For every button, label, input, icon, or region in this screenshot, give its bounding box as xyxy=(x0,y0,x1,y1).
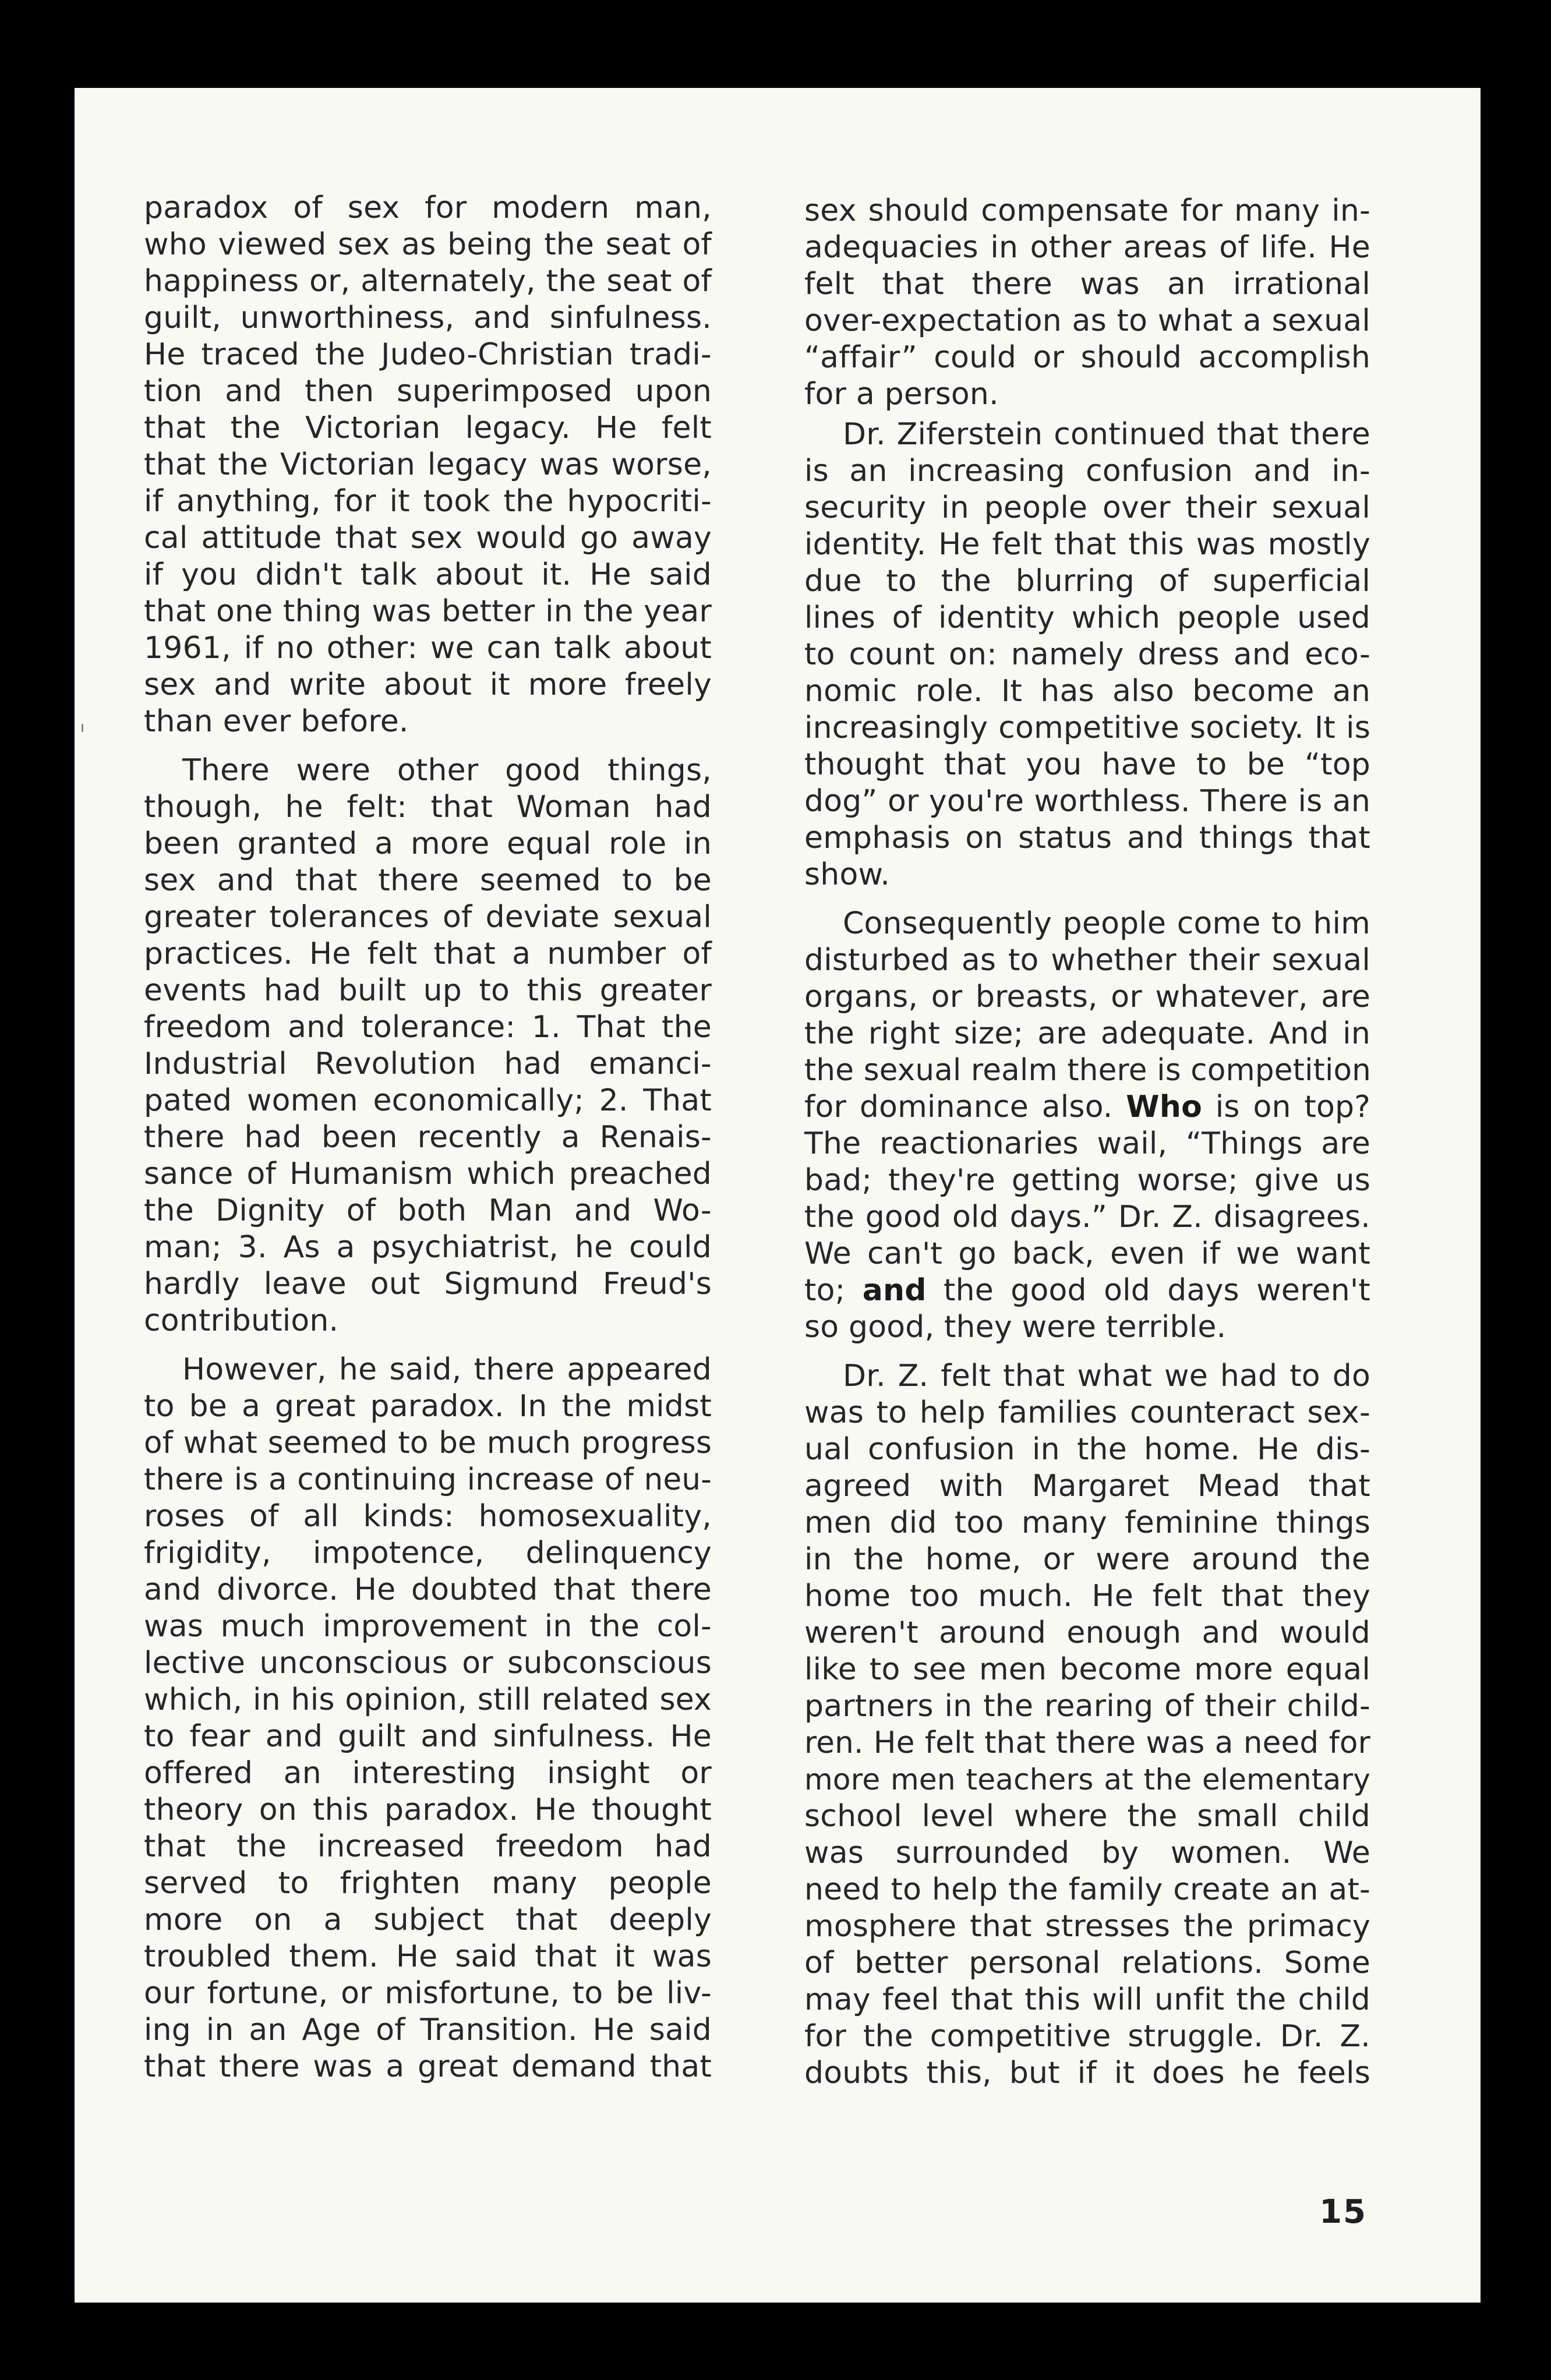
text-line: freedom and tolerance: 1. That the xyxy=(144,1010,712,1045)
text-line: than ever before. xyxy=(144,704,409,739)
page-number: 15 xyxy=(1319,2193,1367,2231)
text-line: is an increasing confusion and in- xyxy=(804,454,1370,489)
text-line: may feel that this will unfit the child xyxy=(804,1982,1370,2017)
paragraph-first-line: However, he said, there appeared xyxy=(182,1352,712,1387)
text-line: in the home, or were around the xyxy=(804,1542,1370,1577)
text-line: paradox of sex for modern man, xyxy=(144,190,712,225)
text-line: lines of identity which people used xyxy=(804,600,1370,635)
text-line: and divorce. He doubted that there xyxy=(144,1572,712,1607)
text-line: bad; they're getting worse; give us xyxy=(804,1163,1370,1198)
text-line: the Dignity of both Man and Wo- xyxy=(144,1193,712,1228)
text-line: agreed with Margaret Mead that xyxy=(804,1469,1370,1504)
text-line: partners in the rearing of their child- xyxy=(804,1689,1370,1724)
text-line: frigidity, impotence, delinquency xyxy=(144,1536,712,1571)
text-segment: for dominance also. xyxy=(804,1090,1126,1124)
text-line: if anything, for it took the hypocriti- xyxy=(144,484,712,519)
text-line: happiness or, alternately, the seat of xyxy=(144,264,712,299)
text-line: our fortune, or misfortune, to be liv- xyxy=(144,1976,712,2011)
text-line: pated women economically; 2. That xyxy=(144,1083,712,1118)
text-line: dog” or you're worthless. There is an xyxy=(804,784,1370,819)
text-line: to fear and guilt and sinfulness. He xyxy=(144,1719,712,1754)
text-line: ing in an Age of Transition. He said xyxy=(144,2013,712,2047)
text-line: that one thing was better in the year xyxy=(144,594,712,629)
text-line: felt that there was an irrational xyxy=(804,267,1370,302)
document-page xyxy=(75,88,1481,2303)
text-line: was much improvement in the col- xyxy=(144,1609,712,1644)
text-line: Industrial Revolution had emanci- xyxy=(144,1046,712,1081)
paragraph-first-line: There were other good things, xyxy=(182,753,712,788)
text-line: was surrounded by women. We xyxy=(804,1836,1370,1870)
bold-emphasis: Who xyxy=(1126,1090,1202,1124)
text-line: events had built up to this greater xyxy=(144,973,712,1008)
text-line: doubts this, but if it does he feels xyxy=(804,2056,1370,2091)
text-line: sance of Humanism which preached xyxy=(144,1157,712,1191)
text-line: that there was a great demand that xyxy=(144,2049,712,2084)
text-line: more men teachers at the elementary xyxy=(804,1763,1370,1797)
text-line: that the Victorian legacy. He felt xyxy=(144,411,712,445)
text-line: organs, or breasts, or whatever, are xyxy=(804,979,1370,1014)
text-line: sex should compensate for many in- xyxy=(804,193,1370,228)
text-line: for the competitive struggle. Dr. Z. xyxy=(804,2019,1370,2054)
text-line: to count on: namely dress and eco- xyxy=(804,637,1370,672)
text-line: contribution. xyxy=(144,1303,339,1338)
bold-emphasis: and xyxy=(862,1273,927,1308)
text-line: show. xyxy=(804,857,891,892)
text-line: nomic role. It has also become an xyxy=(804,674,1370,709)
text-line: men did too many feminine things xyxy=(804,1505,1370,1540)
text-line: man; 3. As a psychiatrist, he could xyxy=(144,1230,712,1265)
text-line: the sexual realm there is competition xyxy=(804,1053,1372,1088)
text-line: over-expectation as to what a sexual xyxy=(804,303,1370,338)
text-line: offered an interesting insight or xyxy=(144,1756,712,1791)
text-line: weren't around enough and would xyxy=(804,1615,1370,1650)
text-line: thought that you have to be “top xyxy=(804,747,1370,782)
text-line xyxy=(804,1089,1370,1126)
text-line: that the Victorian legacy was worse, xyxy=(144,447,712,482)
text-line: identity. He felt that this was mostly xyxy=(804,527,1370,562)
text-segment: is on top? xyxy=(1202,1090,1370,1124)
text-line: that the increased freedom had xyxy=(144,1829,712,1864)
text-line: adequacies in other areas of life. He xyxy=(804,230,1370,265)
text-line: disturbed as to whether their sexual xyxy=(804,943,1370,978)
text-segment: to; xyxy=(804,1273,863,1308)
text-line: the good old days.” Dr. Z. disagrees. xyxy=(804,1200,1370,1235)
text-line: greater tolerances of deviate sexual xyxy=(144,900,712,935)
text-line: mosphere that stresses the primacy xyxy=(804,1909,1370,1944)
text-line: emphasis on status and things that xyxy=(804,821,1370,855)
text-line: there had been recently a Renais- xyxy=(144,1120,712,1155)
text-line: served to frighten many people xyxy=(144,1866,712,1901)
text-line: like to see men become more equal xyxy=(804,1652,1370,1687)
text-line: practices. He felt that a number of xyxy=(144,936,712,971)
text-line: hardly leave out Sigmund Freud's xyxy=(144,1267,712,1302)
text-line: been granted a more equal role in xyxy=(144,826,712,861)
text-line: 1961, if no other: we can talk about xyxy=(144,631,712,666)
text-line: The reactionaries wail, “Things are xyxy=(804,1126,1370,1161)
text-line: home too much. He felt that they xyxy=(804,1579,1370,1614)
text-line: of what seemed to be much progress xyxy=(144,1426,712,1460)
text-line: cal attitude that sex would go away xyxy=(144,521,712,556)
paper-blemish xyxy=(82,724,83,732)
paragraph-first-line: Dr. Ziferstein continued that there xyxy=(843,417,1370,452)
text-line: security in people over their sexual xyxy=(804,490,1370,525)
text-line: more on a subject that deeply xyxy=(144,1902,712,1937)
text-line: troubled them. He said that it was xyxy=(144,1939,712,1974)
text-line: though, he felt: that Woman had xyxy=(144,790,712,825)
text-line: tion and then superimposed upon xyxy=(144,374,712,409)
paragraph-first-line: Consequently people come to him xyxy=(843,906,1370,941)
text-line: sex and that there seemed to be xyxy=(144,863,712,898)
text-line: if you didn't talk about it. He said xyxy=(144,557,712,592)
text-line: which, in his opinion, still related sex xyxy=(144,1682,712,1717)
text-line xyxy=(804,1272,1370,1309)
text-line: due to the blurring of superficial xyxy=(804,564,1370,599)
text-line: We can't go back, even if we want xyxy=(804,1236,1370,1271)
text-line: was to help families counteract sex- xyxy=(804,1395,1370,1430)
text-line: of better personal relations. Some xyxy=(804,1946,1370,1981)
text-line: roses of all kinds: homosexuality, xyxy=(144,1499,712,1534)
text-line: lective unconscious or subconscious xyxy=(144,1646,712,1681)
text-line: who viewed sex as being the seat of xyxy=(144,227,712,262)
text-line: there is a continuing increase of neu- xyxy=(144,1462,712,1497)
text-line: “affair” could or should accomplish xyxy=(804,340,1370,375)
text-line: He traced the Judeo-Christian tradi- xyxy=(144,337,712,372)
text-line: increasingly competitive society. It is xyxy=(804,710,1370,745)
text-line: so good, they were terrible. xyxy=(804,1310,1227,1345)
text-line: need to help the family create an at- xyxy=(804,1872,1370,1907)
text-segment: the good old days weren't xyxy=(926,1273,1370,1308)
text-line: the right size; are adequate. And in xyxy=(804,1016,1370,1051)
text-line: school level where the small child xyxy=(804,1799,1370,1834)
text-line: guilt, unworthiness, and sinfulness. xyxy=(144,300,712,335)
text-line: ren. He felt that there was a need for xyxy=(804,1725,1370,1760)
text-line: for a person. xyxy=(804,377,999,412)
paragraph-first-line: Dr. Z. felt that what we had to do xyxy=(843,1359,1370,1394)
text-line: theory on this paradox. He thought xyxy=(144,1792,712,1827)
text-line: to be a great paradox. In the midst xyxy=(144,1389,712,1424)
text-line: sex and write about it more freely xyxy=(144,667,712,702)
text-line: ual confusion in the home. He dis- xyxy=(804,1432,1370,1467)
